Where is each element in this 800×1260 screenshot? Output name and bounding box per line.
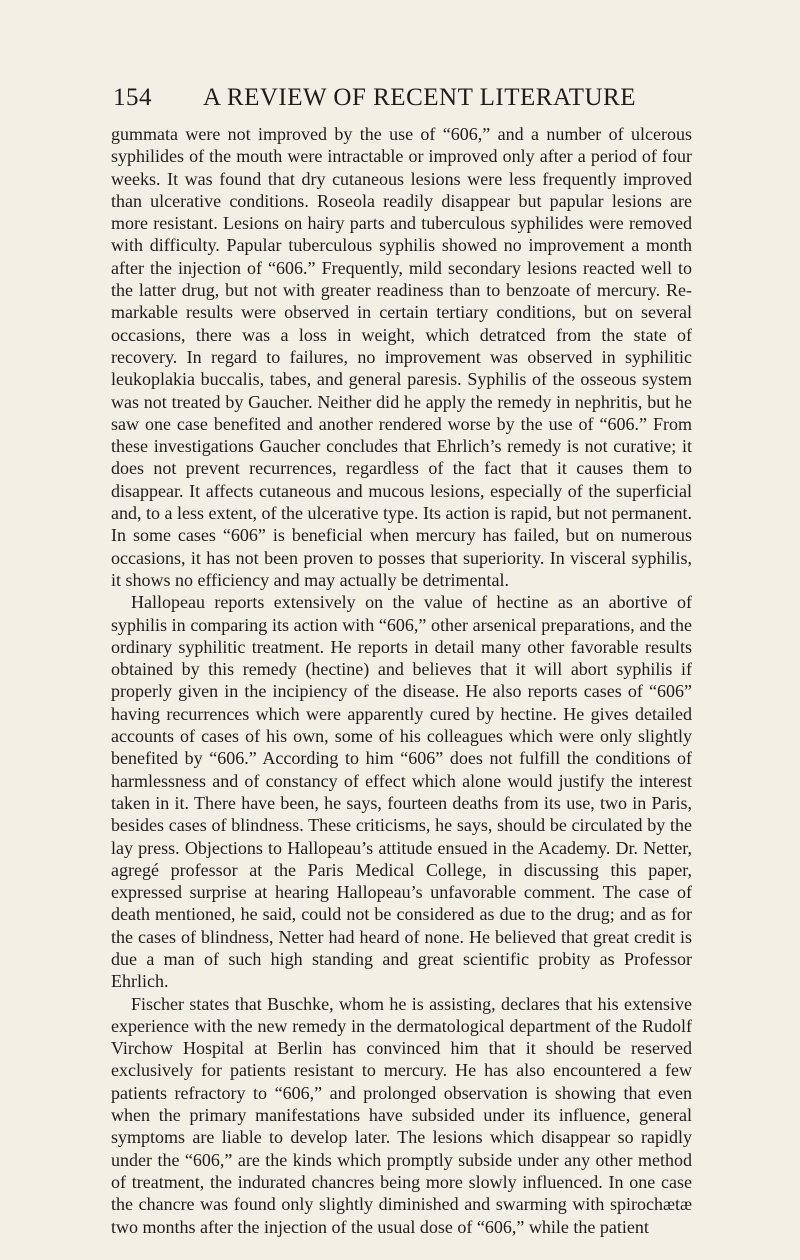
body-text <box>111 123 692 1238</box>
paragraph: Hallopeau reports extensively on the value of hectine as an abortive of syphilis in comparing its action with “606,” other arsenical preparations, and the ordinary syphilitic treatment. He reports in detail many other favorable results obtained by this remedy (hectine) and believes that it will abort syphilis if properly given in the incipiency of the disease. He also reports cases of “606” having recurrences which were apparently cured by hectine. He gives detailed accounts of cases of his own, some of his colleagues which were only slightly benefited by “606.” According to him “606” does not fulfill the conditions of harmlessness and of constancy of effect which alone would justify the interest taken in it. There have been, he says, fourteen deaths from its use, two in Paris, besides cases of blindness. These criticisms, he says, should be circulated by the lay press. Objections to Hallopeau’s attitude ensued in the Academy. Dr. Netter, agregé professor at the Paris Medical College, in discussing this paper, expressed surprise at hearing Hallopeau’s unfavorable comment. The case of death mentioned, he said, could not be considered as due to the drug; and as for the cases of blindness, Netter had heard of none. He believed that great credit is due a man of such high standing and great scientific probity as Professor Ehrlich. <box>111 592 692 992</box>
page-number: 154 <box>113 84 152 111</box>
page-header <box>113 80 693 116</box>
running-title: A REVIEW OF RECENT LITERATURE <box>203 84 637 111</box>
paragraph: gummata were not improved by the use of “606,” and a number of ulcerous syphilides of the mouth were intractable or improved only after a period of four weeks. It was found that dry cutaneous lesions were less frequently improved than ulcerative conditions. Roseola readily disappear but papular lesions are more resistant. Lesions on hairy parts and tuberculous syphilides were removed with difficulty. Papular tuberculous syphilis showed no improvement a month after the injection of “606.” Frequently, mild secondary lesions reacted well to the latter drug, but not with greater readiness than to benzoate of mercury. Remarkable results were observed in certain tertiary conditions, but on several occasions, there was a loss in weight, which detratced from the state of recovery. In regard to failures, no improvement was observed in syphilitic leukoplakia buccalis, tabes, and general paresis. Syphilis of the osseous system was not treated by Gaucher. Neither did he apply the remedy in nephritis, but he saw one case benefited and another rendered worse by the use of “606.” From these investigations Gaucher concludes that Ehrlich’s remedy is not curative; it does not prevent recurrences, regardless of the fact that it causes them to disappear. It affects cutaneous and mucous lesions, especially of the superficial and, to a less extent, of the ulcerative type. Its action is rapid, but not permanent. In some cases “606” is beneficial when mercury has failed, but on numerous occasions, it has not been proven to posses that superiority. In visceral syphilis, it shows no efficiency and may actually be detrimental. <box>111 124 692 590</box>
paragraph: Fischer states that Buschke, whom he is assisting, declares that his extensive experience with the new remedy in the dermatological department of the Rudolf Virchow Hospital at Berlin has convinced him that it should be reserved exclusively for patients resistant to mercury. He has also encountered a few patients refractory to “606,” and prolonged observation is showing that even when the primary manifestations have subsided under its influence, general symptoms are liable to develop later. The lesions which disappear so rapidly under the “606,” are the kinds which promptly subside under any other method of treatment, the indurated chancres being more slowly influenced. In one case the chancre was found only slightly diminished and swarming with spirochætæ two months after the injection of the usual dose of “606,” while the patient <box>111 993 692 1237</box>
